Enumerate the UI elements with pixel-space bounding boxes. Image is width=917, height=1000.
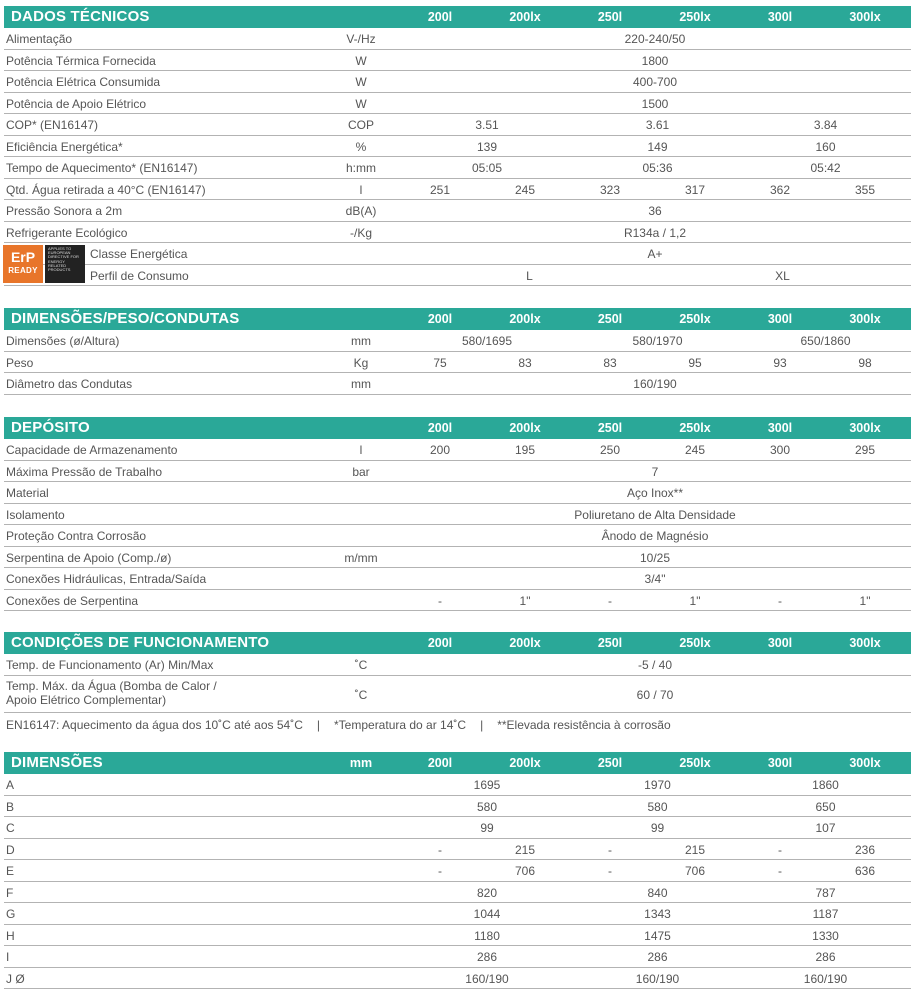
column-header-300lx: 300lx — [849, 636, 881, 650]
row-label: Classe Energética — [90, 247, 188, 261]
row-value: 1860 — [812, 778, 839, 792]
table-row — [4, 265, 911, 287]
row-value: 195 — [514, 443, 536, 457]
row-label-line2: Apoio Elétrico Complementar) — [6, 692, 167, 707]
row-unit: COP — [347, 118, 374, 132]
row-value: 3.61 — [645, 118, 670, 132]
column-header-300l: 300l — [767, 421, 793, 435]
row-unit: l — [359, 182, 363, 197]
row-value: 236 — [854, 842, 876, 857]
row-value: - — [438, 842, 442, 857]
row-value: A+ — [647, 247, 663, 261]
row-label: Potência Térmica Fornecida — [6, 53, 156, 68]
row-value: 149 — [647, 139, 668, 154]
row-label: B — [6, 799, 15, 814]
footnote-separator: | — [316, 718, 320, 732]
section-dimensoes — [4, 752, 911, 989]
table-row — [4, 157, 911, 179]
row-value: 251 — [429, 182, 451, 197]
section-condicoes-funcionamento — [4, 632, 911, 713]
row-value: 580/1695 — [461, 334, 513, 348]
row-value: 323 — [599, 182, 621, 197]
table-row — [4, 50, 911, 72]
row-value: - — [778, 842, 782, 857]
row-label: C — [6, 821, 15, 835]
row-value: 286 — [647, 950, 668, 964]
row-value: 98 — [858, 355, 872, 370]
row-value: 295 — [854, 443, 876, 457]
row-value: - — [778, 593, 782, 608]
section-dimensoes-peso-condutas — [4, 308, 911, 395]
column-header-300lx: 300lx — [849, 421, 881, 435]
row-unit: W — [355, 96, 367, 111]
row-label: H — [6, 928, 15, 943]
column-header-250lx: 250lx — [679, 312, 711, 326]
column-header-300lx: 300lx — [849, 312, 881, 326]
erp-badge-top: ErP — [10, 249, 36, 265]
row-value: 3.51 — [475, 118, 499, 132]
row-value: - — [608, 593, 612, 608]
row-value: Ânodo de Magnésio — [601, 529, 709, 543]
row-value: 160 — [815, 139, 836, 154]
row-label: COP* (EN16147) — [6, 118, 99, 132]
erp-ready-logo — [3, 245, 83, 283]
row-value: 317 — [684, 182, 706, 197]
row-value: - — [608, 842, 612, 857]
table-row — [4, 860, 911, 882]
row-value: 286 — [815, 950, 836, 964]
footnote-text: EN16147: Aquecimento da água dos 10˚C até aos 54˚C — [6, 718, 303, 732]
table-row — [4, 28, 911, 50]
column-header-250l: 250l — [597, 10, 623, 24]
row-value: 1" — [689, 593, 701, 608]
row-value: 580 — [647, 799, 668, 814]
section-title: DIMENSÕES/PESO/CONDUTAS — [11, 310, 240, 327]
row-label — [6, 679, 217, 707]
row-value: 215 — [684, 842, 706, 857]
row-value: 7 — [651, 464, 659, 479]
row-value: Aço Inox** — [626, 486, 684, 500]
row-label: Máxima Pressão de Trabalho — [6, 464, 163, 479]
row-value: 1180 — [474, 928, 500, 943]
column-header-200l: 200l — [427, 421, 453, 435]
table-row — [4, 200, 911, 222]
row-label: J Ø — [6, 971, 25, 986]
table-row — [4, 352, 911, 374]
row-value: 93 — [773, 355, 787, 370]
row-value: 1970 — [644, 778, 671, 792]
table-row — [4, 839, 911, 861]
row-value: - — [608, 864, 612, 878]
row-value: 1044 — [473, 907, 501, 921]
section-header — [4, 308, 911, 330]
row-value: 75 — [433, 355, 447, 370]
table-row — [4, 504, 911, 526]
row-label: Temp. de Funcionamento (Ar) Min/Max — [6, 658, 214, 672]
row-value: 83 — [518, 355, 532, 370]
row-value: 220-240/50 — [624, 32, 686, 46]
section-header — [4, 6, 911, 28]
erp-badge — [3, 245, 43, 283]
table-row — [4, 796, 911, 818]
table-row — [4, 114, 911, 136]
row-label: Proteção Contra Corrosão — [6, 529, 147, 543]
row-value: - — [438, 593, 442, 608]
column-header-200l: 200l — [427, 312, 453, 326]
column-header-250l: 250l — [597, 636, 623, 650]
row-value: 355 — [854, 182, 876, 197]
column-header-250l: 250l — [597, 312, 623, 326]
row-unit: Kg — [353, 355, 369, 370]
column-header-250lx: 250lx — [679, 421, 711, 435]
row-value: 1500 — [641, 96, 669, 111]
row-unit: dB(A) — [345, 204, 377, 218]
row-value: 245 — [684, 443, 706, 457]
row-value: 60 / 70 — [636, 687, 674, 702]
table-row — [4, 482, 911, 504]
table-row — [4, 71, 911, 93]
row-label: Tempo de Aquecimento* (EN16147) — [6, 161, 198, 175]
column-header-200lx: 200lx — [509, 756, 541, 770]
row-value: 1800 — [641, 53, 669, 68]
row-value: 580/1970 — [632, 334, 683, 348]
footnote-line — [6, 718, 685, 732]
row-value: 706 — [514, 864, 536, 878]
row-value: 580 — [476, 799, 498, 814]
table-row — [4, 925, 911, 947]
row-value: 820 — [476, 885, 498, 900]
row-value: 160/190 — [633, 377, 677, 391]
row-unit: mm — [351, 334, 371, 348]
table-row — [4, 882, 911, 904]
row-label: E — [6, 864, 15, 878]
column-header-250lx: 250lx — [679, 756, 711, 770]
row-unit: m/mm — [344, 550, 378, 565]
table-row — [4, 590, 911, 612]
column-header-200lx: 200lx — [509, 421, 541, 435]
erp-directive-text: APPLIES TO EUROPEAN DIRECTIVE FOR ENERGY RELATED PRODUCTS — [45, 245, 85, 283]
table-row — [4, 547, 911, 569]
table-row — [4, 654, 911, 676]
footnote-separator: | — [480, 718, 484, 732]
row-value: 400-700 — [632, 75, 678, 89]
row-value: 05:42 — [810, 161, 841, 175]
row-value: 650/1860 — [800, 334, 851, 348]
row-value: 160/190 — [803, 971, 848, 986]
row-unit: W — [355, 75, 367, 89]
row-value: 215 — [514, 842, 536, 857]
row-label: Alimentação — [6, 32, 73, 46]
row-value: 10/25 — [639, 550, 671, 565]
row-label: Isolamento — [6, 507, 65, 522]
section-header — [4, 632, 911, 654]
row-value: 36 — [648, 204, 662, 218]
column-header-300l: 300l — [767, 756, 793, 770]
row-label: Material — [6, 486, 49, 500]
table-row — [4, 903, 911, 925]
table-row — [4, 373, 911, 395]
row-value: Poliuretano de Alta Densidade — [574, 507, 736, 522]
row-value: 160/190 — [465, 971, 509, 986]
column-header-200l: 200l — [427, 636, 453, 650]
row-unit: l — [359, 443, 363, 457]
row-label: Conexões de Serpentina — [6, 593, 139, 608]
section-dados-tecnicos — [4, 6, 911, 286]
row-value: 286 — [476, 950, 498, 964]
unit-header: mm — [349, 756, 373, 770]
row-value: R134a / 1,2 — [623, 225, 687, 240]
row-unit: ˚C — [354, 687, 368, 702]
row-value: 245 — [514, 182, 536, 197]
row-value: 250 — [599, 443, 621, 457]
table-row — [4, 946, 911, 968]
column-header-200lx: 200lx — [509, 312, 541, 326]
row-value: 99 — [650, 821, 665, 835]
row-label: Diâmetro das Condutas — [6, 377, 133, 391]
column-header-200lx: 200lx — [509, 10, 541, 24]
row-value: 160/190 — [635, 971, 680, 986]
table-row — [4, 817, 911, 839]
column-header-250l: 250l — [597, 421, 623, 435]
row-value: -5 / 40 — [637, 658, 673, 672]
row-unit: W — [355, 53, 367, 68]
column-header-250lx: 250lx — [679, 636, 711, 650]
row-value: 3.84 — [813, 118, 838, 132]
row-label: D — [6, 842, 15, 857]
row-value: 1330 — [812, 928, 839, 943]
table-row — [4, 330, 911, 352]
row-value: 95 — [688, 355, 702, 370]
row-label: A — [6, 778, 15, 792]
table-row — [4, 461, 911, 483]
section-title: CONDIÇÕES DE FUNCIONAMENTO — [11, 634, 270, 651]
row-value: 107 — [815, 821, 836, 835]
row-label: Peso — [6, 355, 34, 370]
footnote-text: *Temperatura do ar 14˚C — [334, 718, 467, 732]
section-deposito — [4, 417, 911, 611]
row-label: Refrigerante Ecológico — [6, 225, 128, 240]
row-label: I — [6, 950, 10, 964]
section-title: DEPÓSITO — [11, 419, 90, 436]
table-row — [4, 968, 911, 990]
row-value: - — [438, 864, 442, 878]
row-value: 1343 — [644, 907, 671, 921]
row-label: Pressão Sonora a 2m — [6, 204, 123, 218]
row-value: 650 — [815, 799, 836, 814]
table-row — [4, 439, 911, 461]
section-title: DADOS TÉCNICOS — [11, 8, 150, 25]
row-label: Qtd. Água retirada a 40°C (EN16147) — [6, 182, 206, 197]
row-value: 300 — [769, 443, 791, 457]
row-value: 139 — [476, 139, 498, 154]
row-value: 636 — [854, 864, 876, 878]
table-row — [4, 179, 911, 201]
section-title: DIMENSÕES — [11, 754, 103, 771]
row-value: 1" — [519, 593, 531, 608]
column-header-300lx: 300lx — [849, 10, 881, 24]
row-value: L — [526, 268, 533, 283]
row-label: Conexões Hidráulicas, Entrada/Saída — [6, 572, 207, 586]
column-header-200l: 200l — [427, 10, 453, 24]
row-value: 3/4" — [644, 572, 666, 586]
row-value: 99 — [480, 821, 494, 835]
table-row — [4, 568, 911, 590]
row-value: 05:36 — [642, 161, 673, 175]
column-header-200l: 200l — [427, 756, 453, 770]
row-label: Potência Elétrica Consumida — [6, 75, 161, 89]
table-row — [4, 222, 911, 244]
column-header-300l: 300l — [767, 636, 793, 650]
erp-badge-bottom: READY — [8, 266, 38, 275]
column-header-300l: 300l — [767, 10, 793, 24]
row-value: XL — [775, 268, 790, 283]
section-header — [4, 752, 911, 774]
section-header — [4, 417, 911, 439]
column-header-300l: 300l — [767, 312, 793, 326]
row-value: - — [778, 864, 782, 878]
table-row — [4, 243, 911, 265]
table-row — [4, 93, 911, 115]
column-header-250lx: 250lx — [679, 10, 711, 24]
column-header-250l: 250l — [597, 756, 623, 770]
table-row — [4, 676, 911, 713]
column-header-200lx: 200lx — [509, 636, 541, 650]
row-label: Perfil de Consumo — [90, 268, 189, 283]
row-value: 787 — [815, 885, 836, 900]
row-unit: % — [355, 139, 367, 154]
table-row — [4, 774, 911, 796]
table-row — [4, 525, 911, 547]
row-label: Capacidade de Armazenamento — [6, 443, 178, 457]
row-label: Eficiência Energética* — [6, 139, 123, 154]
row-label-line1: Temp. Máx. da Água (Bomba de Calor / — [6, 678, 217, 693]
row-unit: mm — [351, 377, 371, 391]
row-value: 706 — [684, 864, 706, 878]
row-value: 83 — [603, 355, 617, 370]
row-value: 05:05 — [471, 161, 503, 175]
row-unit: ˚C — [354, 658, 368, 672]
row-label: Serpentina de Apoio (Comp./ø) — [6, 550, 172, 565]
row-unit: h:mm — [346, 161, 376, 175]
row-value: 840 — [647, 885, 668, 900]
column-header-300lx: 300lx — [849, 756, 881, 770]
table-row — [4, 136, 911, 158]
row-label: Dimensões (ø/Altura) — [6, 334, 120, 348]
row-unit: V-/Hz — [346, 32, 376, 46]
row-label: F — [6, 885, 14, 900]
row-unit: bar — [352, 464, 370, 479]
row-value: 362 — [769, 182, 791, 197]
row-label: G — [6, 907, 16, 921]
row-value: 200 — [429, 443, 451, 457]
footnote-text: **Elevada resistência à corrosão — [497, 718, 671, 732]
row-value: 1475 — [644, 928, 671, 943]
row-unit: -/Kg — [349, 225, 372, 240]
row-value: 1" — [859, 593, 871, 608]
row-value: 1695 — [473, 778, 501, 792]
row-label: Potência de Apoio Elétrico — [6, 96, 147, 111]
row-value: 1187 — [812, 907, 839, 921]
